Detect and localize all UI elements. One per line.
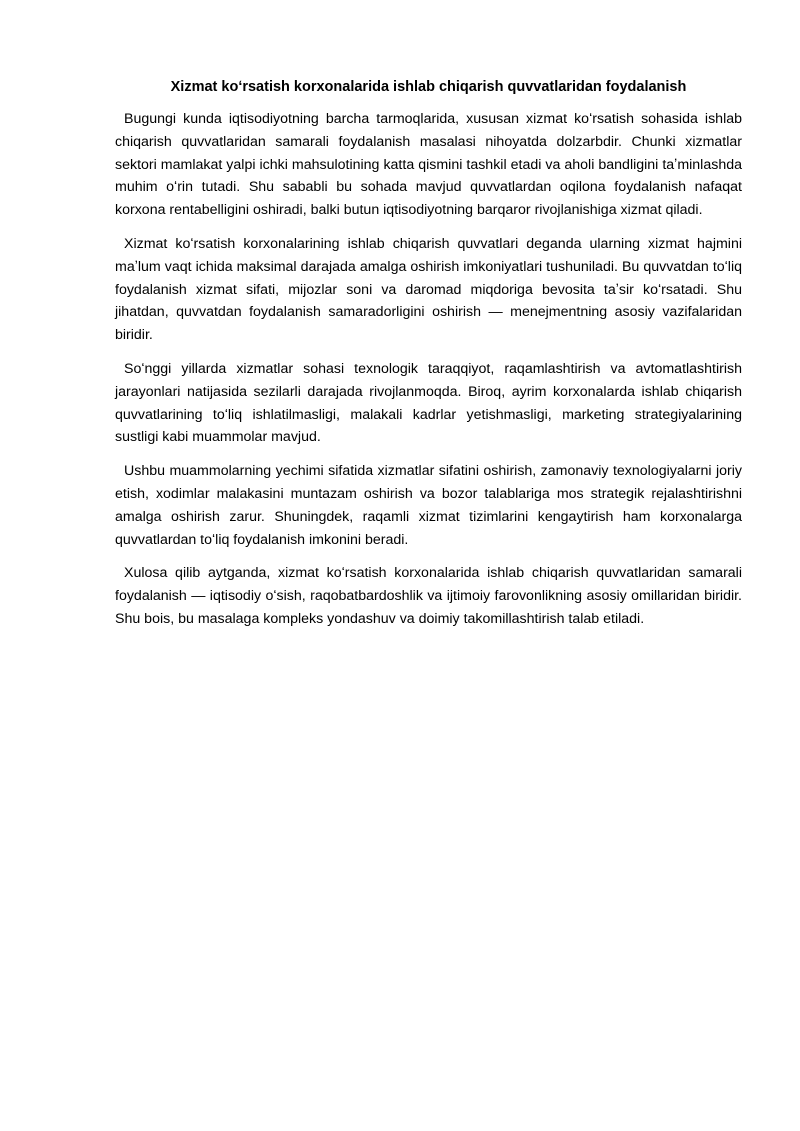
document-title: Xizmat koʻrsatish korxonalarida ishlab chiqarish quvvatlaridan foydalanish bbox=[170, 79, 687, 95]
paragraph-introduction: Bugungi kunda iqtisodiyotning barcha tarmoqlarida, xususan xizmat koʻrsatish sohasida ishlab chiqarish quvvatlaridan samarali foydalanish masalasi nihoyatda dolzarbdir. Chunki xizmatlar sektori mamlakat yalpi ichki mahsulotining katta qismini tashkil etadi va aholi bandligini taʼminlashda muhim oʻrin tutadi. Shu sababli bu sohada mavjud quvvatlardan oqilona foydalanish nafaqat korxona rentabelligini oshiradi, balki butun iqtisodiyotning barqaror rivojlanishiga xizmat qiladi. bbox=[115, 111, 742, 219]
paragraph-conclusion: Xulosa qilib aytganda, xizmat koʻrsatish korxonalarida ishlab chiqarish quvvatlaridan samarali foydalanish — iqtisodiy oʻsish, raqobatbardoshlik va ijtimoiy farovonlikning asosiy omillaridan biridir. Shu bois, bu masalaga kompleks yondashuv va doimiy takomillashtirish talab etiladi. bbox=[115, 565, 742, 627]
paragraph-solutions: Ushbu muammolarning yechimi sifatida xizmatlar sifatini oshirish, zamonaviy texnologiyalarni joriy etish, xodimlar malakasini muntazam oshirish va bozor talablariga mos strategik rejalashtirishni amalga oshirish zarur. Shuningdek, raqamli xizmat tizimlarini kengaytirish ham korxonalarga quvvatlardan toʻliq foydalanish imkonini beradi. bbox=[115, 463, 742, 548]
paragraph-recent-developments: Soʻnggi yillarda xizmatlar sohasi texnologik taraqqiyot, raqamlashtirish va avtomatlashtirish jarayonlari natijasida sezilarli darajada rivojlanmoqda. Biroq, ayrim korxonalarda ishlab chiqarish quvvatlarining toʻliq ishlatilmasligi, malakali kadrlar yetishmasligi, marketing strategiyalarining sustligi kabi muammolar mavjud. bbox=[115, 360, 742, 446]
document-body bbox=[115, 76, 742, 631]
paragraph-capacity-definition: Xizmat koʻrsatish korxonalarining ishlab chiqarish quvvatlari deganda ularning xizmat hajmini maʼlum vaqt ichida maksimal darajada amalga oshirish imkoniyatlari tushuniladi. Bu quvvatdan toʻliq foydalanish xizmat sifati, mijozlar soni va daromad miqdoriga bevosita taʼsir koʻrsatadi. Shu jihatdan, quvvatdan foydalanish samaradorligini oshirish — menejmentning asosiy vazifalaridan biridir. bbox=[115, 235, 742, 344]
